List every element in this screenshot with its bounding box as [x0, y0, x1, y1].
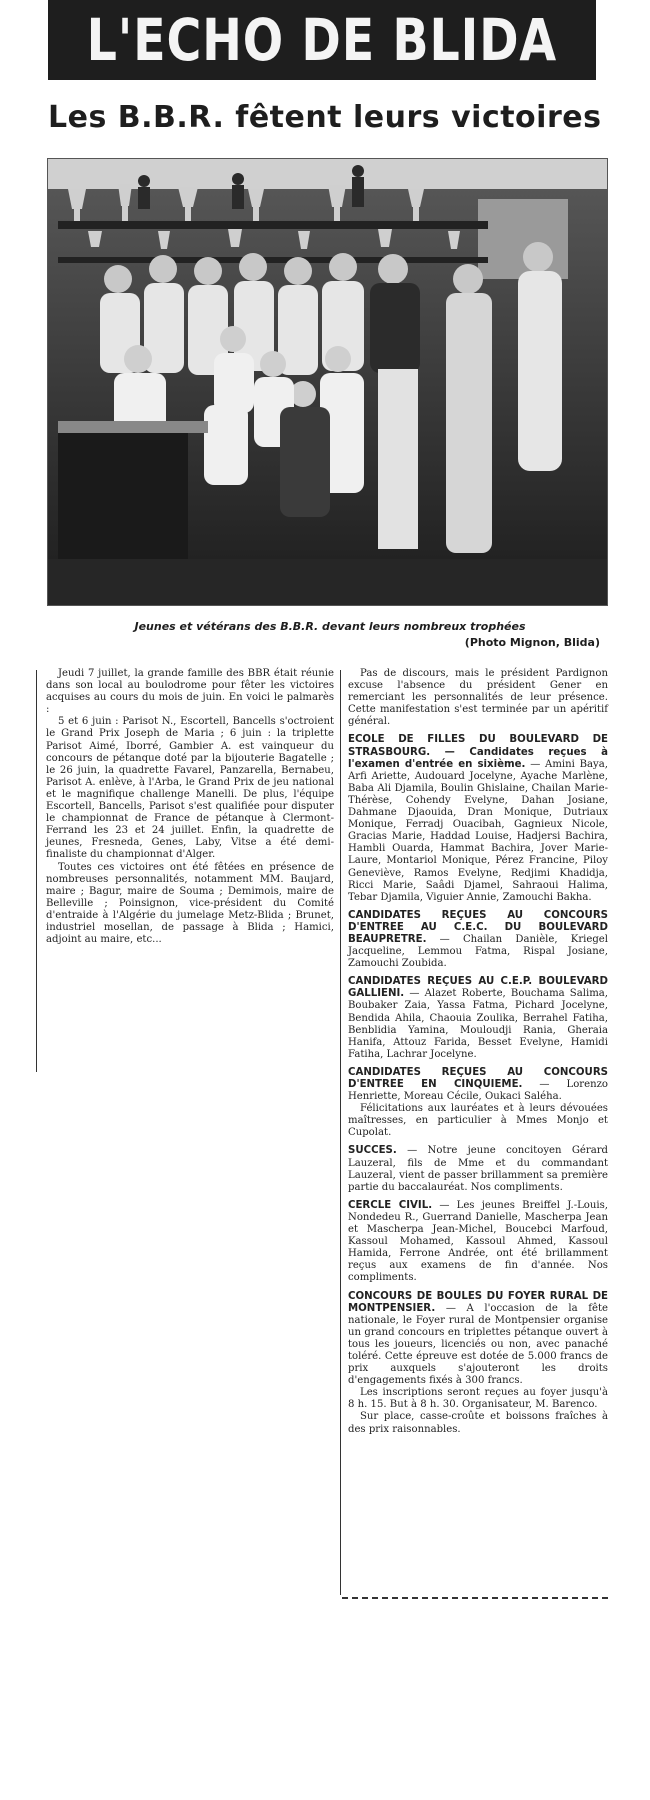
group-photo: [47, 158, 608, 606]
section-body: — Les jeunes Breiffel J.-Louis, Nondedeu R., Guerrand Danielle, Mascherpa Jean et Mascherpa Jean-Michel, Boucebci Marfoud, Kassoul Mohamed, Kassoul Ahmed, Kassoul Hamida, Ferrone Andrée, ont été brillamment reçus aux examens de fin d'année. Nos compliments.: [348, 1199, 609, 1284]
section-body: — A l'occasion de la fête nationale, le Foyer rural de Montpensier organise un grand concours en triplettes pétanque ouvert à tous les joueurs, licenciés ou non, avec panaché toléré. Cette épreuve est dotée de 5.000 francs de prix auxquels s'ajouteront les droits d'engagements fixés à 300 francs.: [348, 1302, 608, 1387]
section-ecole-strasbourg: [348, 734, 608, 903]
left-paragraph: Toutes ces victoires ont été fêtées en présence de nombreuses personnalités, notamment MM. Baujard, maire ; Bagur, maire de Souma ; Demimois, maire de Belleville ; Poinsignon, vice-président du Comité d'entraide à l'Algérie du jumelage Metz-Blida ; Brunet, industriel mosellan, de passage à Blida ; Hamici, adjoint au maire, etc...: [46, 861, 334, 946]
section-heading: CANDIDATES REÇUES AU CONCOURS D'ENTREE AU C.E.C. DU BOULEVARD BEAUPRETRE.: [348, 909, 608, 945]
section-heading: CANDIDATES REÇUES AU C.E.P. BOULEVARD GALLIENI.: [348, 976, 608, 1000]
section-succes: [348, 1145, 608, 1193]
section-body: — Amini Baya, Arfi Ariette, Audouard Jocelyne, Ayache Marlène, Baba Ali Djamila, Boulin Ghislaine, Chailan Marie-Thérèse, Cohendy Evelyne, Dahan Josiane, Dahmane Djaouida, Dran Monique, Dutriaux Monique, Ferradj Ouacibah, Gagnieux Nicole, Gracias Marie, Haddad Louise, Hadjersi Bachira, Hambli Ouarda, Hammat Bachira, Jover Marie-Laure, Montariol Monique, Pérez Francine, Piloy Geneviève, Ramos Evelyne, Redjimi Khadidja, Ricci Marie, Saâdi Djamel, Sahraoui Halima, Tebar Djamila, Viguier Annie, Zamouchi Bakha.: [348, 758, 608, 903]
masthead: [48, 0, 596, 80]
left-column-rule: [36, 670, 37, 1072]
section-body: — Chailan Danièle, Kriegel Jacqueline, Lemmou Fatma, Rispal Josiane, Zamouchi Zoubida.: [348, 933, 609, 970]
section-body: — Alazet Roberte, Bouchama Salima, Boubaker Zaia, Yassa Fatma, Pichard Jocelyne, Bendida Ahila, Chaouia Zoulika, Berrahel Fatiha, Benblidia Yamina, Mouloudji Rania, Gheraia Hanifa, Attouz Farida, Besset Evelyne, Hamidi Fatiha, Lachrar Jocelyne.: [348, 988, 608, 1060]
masthead-title: L'ECHO DE BLIDA: [86, 6, 558, 74]
left-paragraph: Jeudi 7 juillet, la grande famille des BBR était réunie dans son local au boulodrome pour fêter les victoires acquises au cours du mois de juin. En voici le palmarès :: [46, 668, 334, 716]
left-column: [46, 668, 334, 946]
section-cec-beaupretre: [348, 910, 608, 970]
section-heading: CANDIDATES REÇUES AU CONCOURS D'ENTREE EN CINQUIEME.: [348, 1066, 608, 1090]
section-heading: ECOLE DE FILLES DU BOULEVARD DE STRASBOURG. — Candidates reçues à l'examen d'entrée en sixième.: [348, 734, 608, 770]
group-photo-illustration: [48, 159, 607, 605]
right-intro: Pas de discours, mais le président Pardignon excuse l'absence du président Gener en remerciant les personnalités de leur présence. Cette manifestation s'est terminée par un apéritif général.: [348, 668, 608, 728]
left-paragraph: 5 et 6 juin : Parisot N., Escortell, Bancells s'octroient le Grand Prix Joseph de Maria ; 6 juin : la triplette Parisot Aimé, Iborré, Gambier A. est vainqueur du concours de pétanque doté par la bijouterie Bagatelle ; le 26 juin, la quadrette Favarel, Panzarella, Bernabeu, Parisot A. enlève, à l'Arba, le Grand Prix de jeu national et le magnifique challenge Manelli. De plus, l'équipe Escortell, Bancells, Parisot s'est qualifiée pour disputer le championnat de France de pétanque à Clermont-Ferrand les 23 et 24 juillet. Enfin, la quadrette de jeunes, Fresneda, Genes, Laby, Vitse a été demi-finaliste du championnat d'Alger.: [46, 716, 334, 861]
center-column-rule: [340, 670, 341, 1595]
section-heading: CERCLE CIVIL.: [348, 1199, 433, 1211]
section-concours-boules: [348, 1291, 608, 1436]
photo-caption: Jeunes et vétérans des B.B.R. devant leurs nombreux trophées: [134, 620, 526, 633]
right-column: [348, 668, 608, 1436]
section-extra: Félicitations aux lauréates et à leurs dévouées maîtresses, en particulier à Mmes Monjo et Cupolat.: [348, 1103, 608, 1139]
photo-credit: (Photo Mignon, Blida): [464, 636, 600, 649]
section-body: — Notre jeune concitoyen Gérard Lauzeral, fils de Mme et du commandant Lauzeral, vient de passer brillamment sa première partie du baccalauréat. Nos compliments.: [348, 1145, 609, 1193]
section-extra: Les inscriptions seront reçues au foyer jusqu'à 8 h. 15. But à 8 h. 30. Organisateur, M. Barenco.: [348, 1387, 608, 1411]
section-cercle-civil: [348, 1200, 608, 1285]
section-heading: CONCOURS DE BOULES DU FOYER RURAL DE MONTPENSIER.: [348, 1290, 608, 1314]
section-cep-gallieni: [348, 976, 608, 1061]
section-cinquieme: [348, 1067, 608, 1140]
section-body: — Lorenzo Henriette, Moreau Cécile, Oukaci Saléha.: [348, 1079, 608, 1103]
section-heading: SUCCES.: [348, 1145, 397, 1157]
headline: Les B.B.R. fêtent leurs victoires: [48, 100, 602, 135]
end-dashed-rule: [342, 1597, 608, 1599]
section-extra: Sur place, casse-croûte et boissons fraîches à des prix raisonnables.: [348, 1411, 608, 1435]
